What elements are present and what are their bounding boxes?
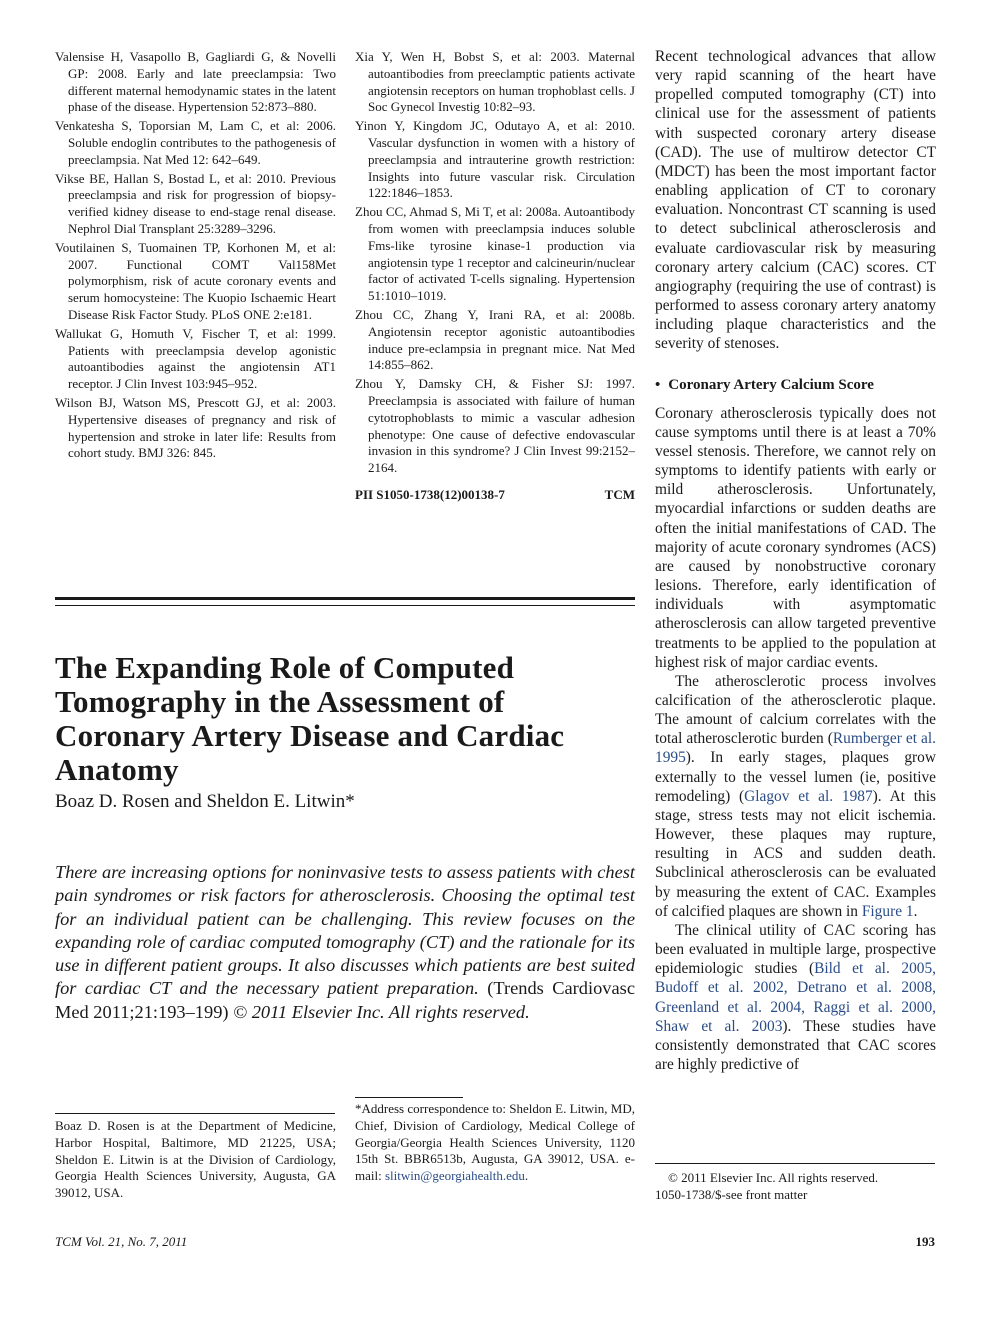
- copyright-line: © 2011 Elsevier Inc. All rights reserved.: [668, 1170, 879, 1185]
- text-run: ). At this stage, stress tests may not elicit ischemia. However, these plaques may rupture, resulting in ACS and sudden death. Subclinical atherosclerosis can be evaluated by measuring the extent of CAC. Examples of calcified plaques are shown in: [655, 787, 936, 920]
- body-paragraph: [655, 672, 936, 921]
- reference-item: Wilson BJ, Watson MS, Prescott GJ, et al: 2003. Hypertensive diseases of pregnancy and risk of hypertension and stroke in later life: Results from cohort study. BMJ 326: 845.: [55, 394, 336, 461]
- journal-tag: TCM: [604, 486, 635, 502]
- footnote-rule-left: [55, 1113, 335, 1114]
- article-abstract: [55, 861, 635, 1024]
- section-divider-thin: [55, 605, 635, 606]
- copyright-box: [655, 1169, 936, 1203]
- reference-item: Zhou CC, Ahmad S, Mi T, et al: 2008a. Autoantibody from women with preeclampsia induces soluble Fms-like tyrosine kinase-1 production via angiotensin type 1 receptor and calcineurin/nuclear factor of activated T-cells signaling. Hypertension 51:1010–1019.: [355, 204, 635, 304]
- text-run: The atherosclerotic process involves calcification of the atherosclerotic plaque. The amount of calcium correlates with the total atherosclerotic burden (: [655, 672, 936, 748]
- pii-line: [355, 487, 635, 503]
- text-run: ). These studies have consistently demonstrated that CAC scores are highly predictive of: [655, 1017, 937, 1073]
- copyright-rule: [655, 1163, 935, 1164]
- figure-link[interactable]: Figure 1: [861, 902, 914, 920]
- body-paragraph: Coronary atherosclerosis typically does not cause symptoms until there is at least a 70% vessel stenosis. Therefore, we cannot rely on symptoms to identify patients with early or mild atherosclerosis. Unfortunately, myocardial infarctions or sudden deaths are often the initial manifestations of CAD. The majority of acute coronary syndromes (ACS) are caused by nonobstructive coronary lesions. Therefore, early identification of individuals with asymptomatic atherosclerosis can allow targeted preventive treatments to be applied to the population at highest risk of major cardiac events.: [655, 404, 936, 671]
- reference-item: Yinon Y, Kingdom JC, Odutayo A, et al: 2010. Vascular dysfunction in women with a history of preeclampsia and intrauterine growth restriction: Insights into future vascular risk. Circulation 122:1846–1853.: [355, 118, 635, 201]
- section-heading-text: Coronary Artery Calcium Score: [668, 376, 874, 393]
- bullet-icon: •: [655, 376, 661, 393]
- abstract-text: There are increasing options for noninvasive tests to assess patients with chest pain syndromes or risk factors for atherosclerosis. Choosing the optimal test for an individual patient can be challenging. This review focuses on the expanding role of cardiac computed tomography (CT) and the rationale for its use in different patient groups. It also discusses which patients are best suited for cardiac CT and the necessary patient preparation.: [55, 862, 635, 999]
- reference-item: Zhou CC, Zhang Y, Irani RA, et al: 2008b. Angiotensin receptor agonistic autoantibodies induce pre-eclampsia in pregnant mice. Nat Med 14:855–862.: [355, 306, 635, 373]
- text-run: ). In early stages, plaques grow externally to the vessel lumen (ie, positive remodeling) (: [655, 749, 936, 805]
- issn-line: 1050-1738/$-see front matter: [655, 1187, 808, 1202]
- journal-footer: TCM Vol. 21, No. 7, 2011: [55, 1234, 188, 1249]
- reference-item: Vikse BE, Hallan S, Bostad L, et al: 2010. Previous preeclampsia and risk for progression of biopsy-verified kidney disease to end-stage renal disease. Nephrol Dial Transplant 25:3289–3296.: [55, 170, 336, 236]
- reference-item: Xia Y, Wen H, Bobst S, et al: 2003. Maternal autoantibodies from preeclamptic patients activate angiotensin receptors on human trophoblast cells. J Soc Gynecol Investig 10:82–93.: [355, 49, 635, 115]
- citation-link[interactable]: Rumberger et al. 1995: [655, 730, 936, 767]
- text-run: The clinical utility of CAC scoring has been evaluated in multiple large, prospective epidemiologic studies (: [655, 921, 936, 978]
- citation-link[interactable]: Bild et al. 2005, Budoff et al. 2002, Detrano et al. 2008, Greenland et al. 2004, Raggi et al. 2000, Shaw et al. 2003: [655, 960, 936, 1035]
- reference-item: Zhou Y, Damsky CH, & Fisher SJ: 1997. Preeclampsia is associated with failure of human cytotrophoblasts to mimic a vascular adhesion phenotype: One cause of defective endovascular invasion in this syndrome? J Clin Invest 99:2152–2164.: [355, 376, 635, 476]
- body-paragraph: [655, 921, 936, 1074]
- author-affiliation-footnote: Boaz D. Rosen is at the Department of Medicine, Harbor Hospital, Baltimore, MD 21225, USA; Sheldon E. Litwin is at the Division of Cardiology, Georgia Health Sciences University, Augusta, GA 39012, USA.: [55, 1118, 336, 1201]
- references-left-column: [55, 49, 336, 464]
- intro-paragraph: Recent technological advances that allow very rapid scanning of the heart have propelled computed tomography (CT) into clinical use for the assessment of patients with suspected coronary artery disease (CAD). The use of multirow detector CT (MDCT) has been the most important factor enabling application of CT to coronary evaluation. Noncontrast CT scanning is used to detect subclinical atherosclerosis and evaluate cardiovascular risk by measuring coronary artery calcium (CAC) scores. CT angiography (requiring the use of contrast) is performed to assess coronary artery anatomy including plaque characteristics and the severity of stenoses.: [655, 48, 936, 353]
- reference-item: Valensise H, Vasapollo B, Gagliardi G, & Novelli GP: 2008. Early and late preeclampsia: Two different maternal hemodynamic states in the latent phase of the disease. Hypertension 52:873–880.: [55, 49, 336, 115]
- reference-item: Wallukat G, Homuth V, Fischer T, et al: 1999. Patients with preeclampsia develop agonistic autoantibodies against the angiotensin AT1 receptor. J Clin Invest 103:945–952.: [55, 325, 336, 392]
- correspondence-end: .: [524, 1168, 529, 1184]
- citation-link[interactable]: Glagov et al. 1987: [744, 787, 873, 805]
- reference-item: Voutilainen S, Tuomainen TP, Korhonen M, et al: 2007. Functional COMT Val158Met polymorphism, risk of acute coronary events and serum homocysteine: The Kuopio Ischaemic Heart Disease Risk Factor Study. PLoS ONE 2:e181.: [55, 239, 336, 322]
- page-number: 193: [915, 1234, 935, 1249]
- correspondence-text: *Address correspondence to: Sheldon E. Litwin, MD, Chief, Division of Cardiology, Medical College of Georgia/Georgia Health Sciences University, 1120 15th St. BBR6513b, Augusta, GA 39012, USA. e-mail:: [355, 1101, 635, 1184]
- section-divider-thick: [55, 597, 635, 600]
- correspondence-email-link[interactable]: slitwin@georgiahealth.edu: [384, 1168, 525, 1184]
- article-authors: Boaz D. Rosen and Sheldon E. Litwin*: [55, 791, 355, 812]
- body-right-column: [655, 47, 936, 1074]
- section-heading: [655, 376, 936, 395]
- correspondence-footnote: [355, 1101, 635, 1185]
- text-run: .: [913, 902, 918, 920]
- abstract-copyright: © 2011 Elsevier Inc. All rights reserved.: [233, 1001, 530, 1022]
- footnote-rule-middle: [355, 1097, 463, 1098]
- abstract-citation: (Trends Cardiovasc Med 2011;21:193–199): [55, 978, 635, 1022]
- pii-code: PII S1050-1738(12)00138-7: [355, 486, 505, 502]
- reference-item: Venkatesha S, Toporsian M, Lam C, et al: 2006. Soluble endoglin contributes to the pathogenesis of preeclampsia. Nat Med 12: 642–649.: [55, 118, 336, 167]
- article-title: The Expanding Role of Computed Tomography in the Assessment of Coronary Artery Disease and Cardiac Anatomy: [55, 650, 565, 787]
- references-middle-column: [355, 49, 635, 503]
